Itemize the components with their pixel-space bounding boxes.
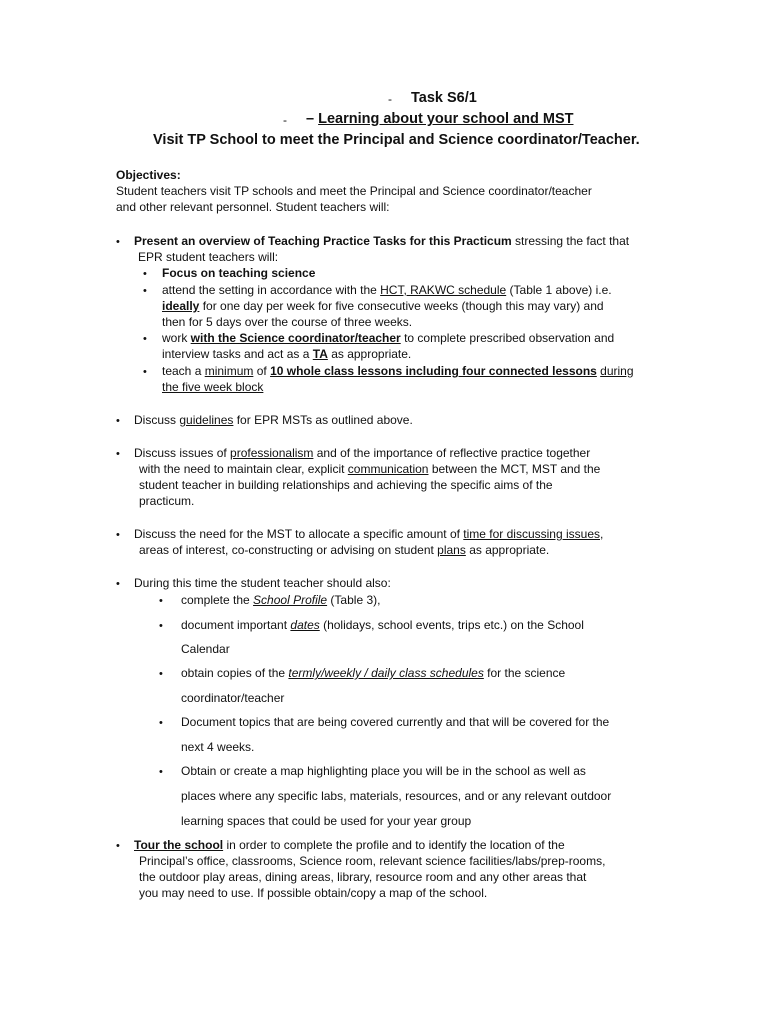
bullet5-sub-5-line-1: Obtain or create a map highlighting place you will be in the school as well as	[181, 764, 586, 778]
bullet-icon: •	[116, 529, 120, 541]
bullet5-sub-2-line-1: document important dates (holidays, school events, trips etc.) on the School	[181, 618, 584, 632]
bullet-icon: •	[159, 595, 163, 607]
bullet-icon: •	[143, 366, 147, 378]
bullet-icon: •	[116, 578, 120, 590]
bullet-icon: •	[143, 333, 147, 345]
bullet5-sub-3-line-1: obtain copies of the termly/weekly / daily class schedules for the science	[181, 666, 566, 680]
bullet3-line-4: practicum.	[139, 494, 195, 508]
bullet-icon: •	[116, 415, 120, 427]
bullet3-line-3: student teacher in building relationships and achieving the specific aims of the	[139, 478, 553, 492]
bullet-icon: •	[159, 717, 163, 729]
bullet-icon: •	[159, 668, 163, 680]
objectives-heading: Objectives:	[116, 168, 181, 182]
header-dash-1: -	[388, 92, 392, 106]
bullet5-sub-5-line-3: learning spaces that could be used for your year group	[181, 814, 472, 828]
subtitle-dash: –	[306, 111, 315, 127]
bullet5-sub-4-line-1: Document topics that are being covered currently and that will be covered for the	[181, 715, 610, 729]
bullet-icon: •	[143, 285, 147, 297]
bullet6-line-4: you may need to use. If possible obtain/copy a map of the school.	[139, 886, 488, 900]
bullet1-sub-4-line-2: the five week block	[162, 380, 264, 394]
bullet1-sub-2-line-3: then for 5 days over the course of three weeks.	[162, 315, 413, 329]
bullet1-line-2: EPR student teachers will:	[138, 250, 279, 264]
bullet6-line-1: Tour the school in order to complete the profile and to identify the location of the	[134, 838, 565, 852]
page-title: Visit TP School to meet the Principal and Science coordinator/Teacher.	[153, 132, 640, 148]
header-dash-2: -	[283, 113, 287, 127]
bullet4-line-1: Discuss the need for the MST to allocate a specific amount of time for discussing issues,	[134, 527, 604, 541]
bullet5-intro: During this time the student teacher should also:	[134, 576, 391, 590]
bullet-icon: •	[116, 448, 120, 460]
bullet5-sub-3-line-2: coordinator/teacher	[181, 691, 285, 705]
bullet2-line: Discuss guidelines for EPR MSTs as outlined above.	[134, 413, 413, 427]
bullet6-line-2: Principal’s office, classrooms, Science room, relevant science facilities/labs/prep-rooms,	[139, 854, 606, 868]
bullet1-line-1: Present an overview of Teaching Practice Tasks for this Practicum stressing the fact that	[134, 234, 630, 248]
task-label: Task S6/1	[411, 90, 477, 106]
bullet-icon: •	[116, 840, 120, 852]
subtitle	[306, 110, 573, 128]
bullet5-sub-2-line-2: Calendar	[181, 642, 230, 656]
objectives-line-1: Student teachers visit TP schools and meet the Principal and Science coordinator/teacher	[116, 184, 592, 198]
bullet3-line-1: Discuss issues of professionalism and of the importance of reflective practice together	[134, 446, 591, 460]
objectives-line-2: and other relevant personnel. Student teachers will:	[116, 200, 390, 214]
bullet5-sub-5-line-2: places where any specific labs, materials, resources, and or any relevant outdoor	[181, 789, 612, 803]
bullet1-sub-2-line-2: ideally for one day per week for five consecutive weeks (though this may vary) and	[162, 299, 604, 313]
bullet-icon: •	[116, 236, 120, 248]
bullet-icon: •	[143, 268, 147, 280]
bullet1-sub-2-line-1: attend the setting in accordance with the HCT, RAKWC schedule (Table 1 above) i.e.	[162, 283, 612, 297]
bullet5-sub-4-line-2: next 4 weeks.	[181, 740, 255, 754]
bullet5-sub-1: complete the School Profile (Table 3),	[181, 593, 381, 607]
bullet1-sub-3-line-2: interview tasks and act as a TA as appropriate.	[162, 347, 412, 361]
bullet6-line-3: the outdoor play areas, dining areas, library, resource room and any other areas that	[139, 870, 587, 884]
bullet1-sub-3-line-1: work with the Science coordinator/teacher to complete prescribed observation and	[162, 331, 615, 345]
bullet4-line-2: areas of interest, co-constructing or advising on student plans as appropriate.	[139, 543, 550, 557]
bullet-icon: •	[159, 620, 163, 632]
bullet3-line-2: with the need to maintain clear, explicit communication between the MCT, MST and the	[139, 462, 601, 476]
bullet1-sub-1: Focus on teaching science	[162, 266, 316, 280]
bullet1-sub-4-line-1: teach a minimum of 10 whole class lessons including four connected lessons during	[162, 364, 634, 378]
bullet-icon: •	[159, 766, 163, 778]
subtitle-text: Learning about your school and MST	[318, 111, 574, 127]
